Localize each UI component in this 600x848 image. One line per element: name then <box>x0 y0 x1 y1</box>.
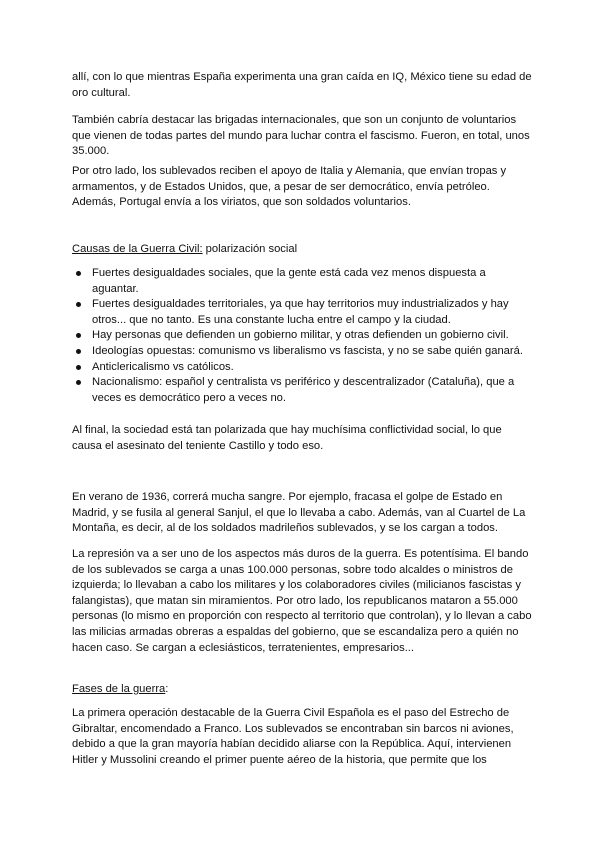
list-item: Hay personas que defienden un gobierno militar, y otras defienden un gobierno civil. <box>72 328 534 344</box>
paragraph-summer-1936: En verano de 1936, correrá mucha sangre. Por ejemplo, fracasa el golpe de Estado en Madrid, y se fusila al general Sanjul, el que lo llevaba a cabo. Además, van al Cuartel de La Montaña, es decir, al de los soldados madrileños sublevados, y se los cargan a todos. <box>72 491 526 535</box>
phases-heading-underlined: Fases de la guerra <box>72 683 166 695</box>
paragraph-mexico: allí, con lo que mientras España experimenta una gran caída en IQ, México tiene su edad de oro cultural. <box>72 71 532 99</box>
list-item: Ideologías opuestas: comunismo vs liberalismo vs fascista, y no se sabe quién ganará. <box>72 344 534 360</box>
paragraph-foreign-support: Por otro lado, los sublevados reciben el apoyo de Italia y Alemania, que envían tropas y armamentos, y de Estados Unidos, que, a pesar de ser democrático, envía petróleo. Además, Portugal envía a los viriatos, que son soldados voluntarios. <box>72 165 507 209</box>
paragraph-causes-conclusion: Al final, la sociedad está tan polarizada que hay muchísima conflictividad social, lo que causa el asesinato del teniente Castillo y todo eso. <box>72 424 502 452</box>
causes-list <box>72 266 534 406</box>
list-item: Anticlericalismo vs católicos. <box>72 360 534 376</box>
phases-heading <box>72 682 168 698</box>
paragraph-repression: La represión va a ser uno de los aspectos más duros de la guerra. Es potentísima. El bando de los sublevados se carga a unas 100.000 personas, sobre todo alcaldes o ministros de izquierda; lo llevaban a cabo los militares y los colaboradores civiles (milicianos fascistas y falangistas), que matan sin miramientos. Por otro lado, los republicanos mataron a 55.000 personas (lo mismo en proporción con respecto al territorio que controlan), y lo llevan a cabo las milicias armadas obreras a espaldas del gobierno, que se escandaliza pero a quién no hacen caso. Se cargan a eclesiásticos, terratenientes, empresarios... <box>72 548 532 654</box>
paragraph-phases: La primera operación destacable de la Guerra Civil Española es el paso del Estrecho de Gibraltar, encomendado a Franco. Los sublevados se encontraban sin barcos ni aviones, debido a que la gran mayoría habían decidido aliarse con la República. Aquí, intervienen Hitler y Mussolini creando el primer puente aéreo de la historia, que permite que los <box>72 707 514 766</box>
causes-heading <box>72 242 297 258</box>
causes-heading-rest: polarización social <box>202 243 298 255</box>
list-item: Fuertes desigualdades territoriales, ya que hay territorios muy industrializados y hay otros... que no tanto. Es una constante lucha entre el campo y la ciudad. <box>72 297 534 328</box>
phases-heading-rest: : <box>165 683 169 695</box>
paragraph-international-brigades: También cabría destacar las brigadas internacionales, que son un conjunto de voluntarios que vienen de todas partes del mundo para luchar contra el fascismo. Fueron, en total, unos 35.000. <box>72 114 530 158</box>
list-item: Fuertes desigualdades sociales, que la gente está cada vez menos dispuesta a aguantar. <box>72 266 534 297</box>
causes-heading-underlined: Causas de la Guerra Civil: <box>72 243 203 255</box>
list-item: Nacionalismo: español y centralista vs periférico y descentralizador (Cataluña), que a veces es democrático pero a veces no. <box>72 375 534 406</box>
